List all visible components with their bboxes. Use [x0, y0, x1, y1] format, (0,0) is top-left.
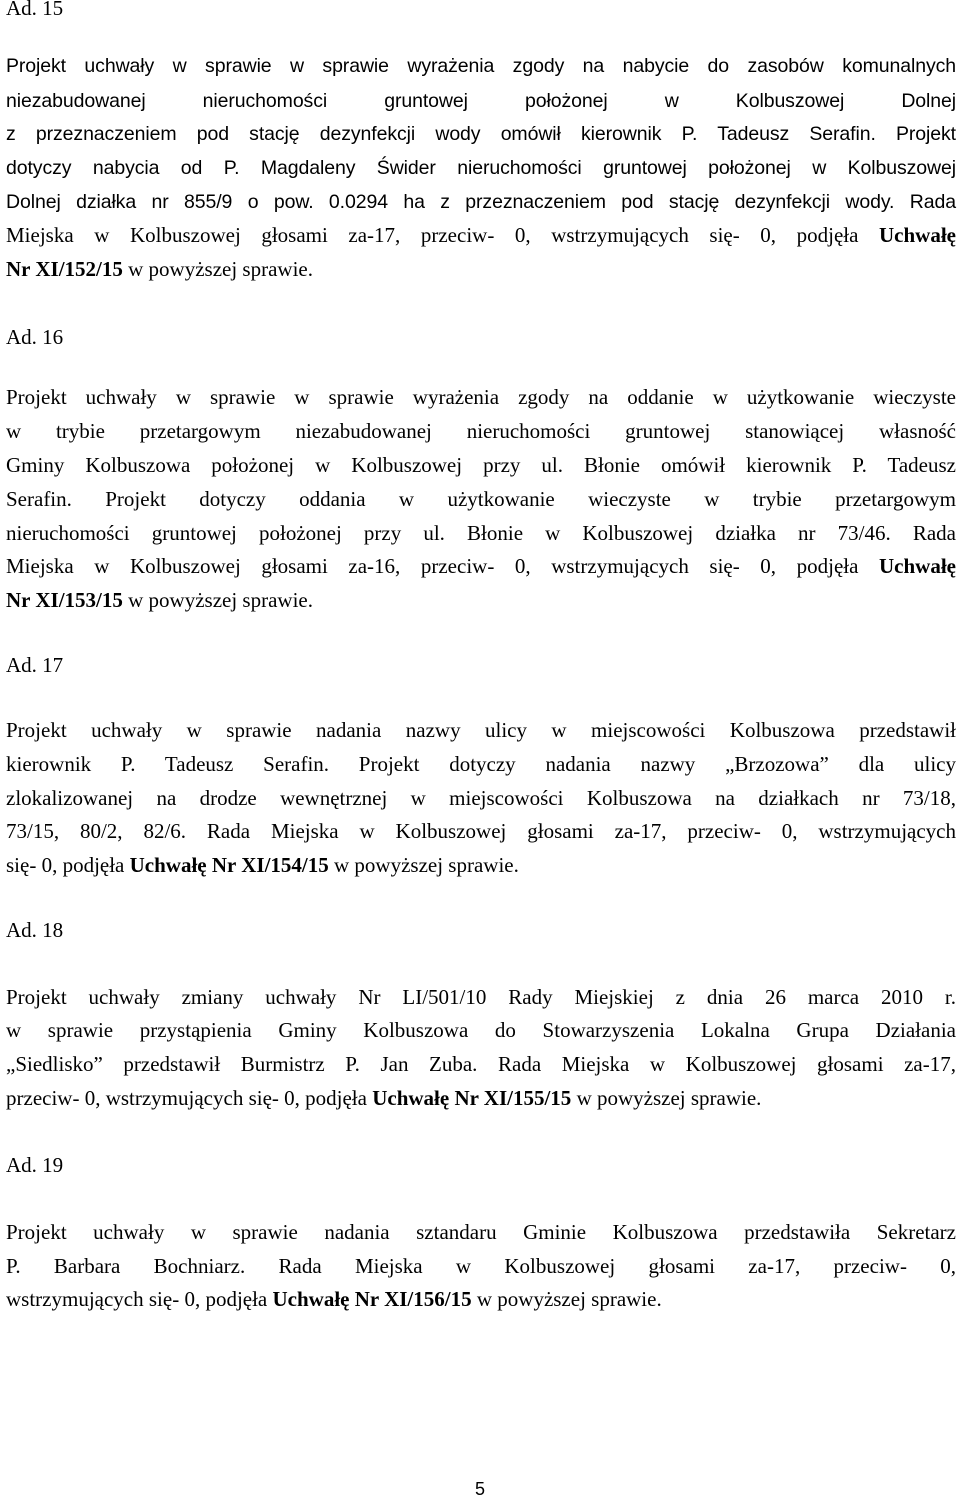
section-heading: Ad. 15	[6, 0, 64, 20]
paragraph-line: Dolnej działka nr 855/9 o pow. 0.0294 ha z przeznaczeniem pod stację dezynfekcji wody. Rada	[6, 191, 956, 213]
paragraph-line: 73/15, 80/2, 82/6. Rada Miejska w Kolbuszowej głosami za-17, przeciw- 0, wstrzymujących	[6, 819, 956, 843]
page-number: 5	[474, 1479, 485, 1499]
paragraph-line: nieruchomości gruntowej położonej przy ul. Błonie w Kolbuszowej działka nr 73/46. Rada	[6, 521, 956, 545]
text-run: w powyższej sprawie.	[122, 257, 313, 281]
paragraph-line: P. Barbara Bochniarz. Rada Miejska w Kolbuszowej głosami za-17, przeciw- 0,	[6, 1254, 956, 1278]
resolution-reference: Uchwałę Nr XI/154/15	[129, 853, 329, 877]
resolution-reference: Uchwałę	[879, 223, 956, 247]
paragraph-line: Projekt uchwały w sprawie w sprawie wyrażenia zgody na nabycie do zasobów komunalnych	[6, 55, 956, 77]
resolution-reference: Uchwałę	[879, 554, 956, 578]
paragraph-line	[6, 1086, 956, 1110]
text-run: wstrzymujących się- 0, podjęła	[6, 1287, 273, 1311]
paragraph-line: „Siedlisko” przedstawił Burmistrz P. Jan Zuba. Rada Miejska w Kolbuszowej głosami za-17,	[6, 1052, 956, 1076]
text-run: w powyższej sprawie.	[328, 853, 519, 877]
paragraph-line	[6, 223, 956, 247]
text-run: Miejska w Kolbuszowej głosami za-16, przeciw- 0, wstrzymujących się- 0, podjęła	[6, 554, 879, 578]
text-run: się- 0, podjęła	[6, 853, 130, 877]
paragraph-line: kierownik P. Tadeusz Serafin. Projekt dotyczy nadania nazwy „Brzozowa” dla ulicy	[6, 752, 956, 776]
paragraph-line: dotyczy nabycia od P. Magdaleny Świder nieruchomości gruntowej położonej w Kolbuszowej	[6, 157, 956, 179]
text-run: w powyższej sprawie.	[122, 588, 313, 612]
section-heading: Ad. 17	[6, 653, 64, 677]
paragraph-line: Projekt uchwały w sprawie nadania nazwy ulicy w miejscowości Kolbuszowa przedstawił	[6, 718, 956, 742]
resolution-number: Nr XI/153/15	[6, 588, 123, 612]
text-run: w powyższej sprawie.	[571, 1086, 762, 1110]
text-run: przeciw- 0, wstrzymujących się- 0, podjęła	[6, 1086, 373, 1110]
resolution-number: Nr XI/152/15	[6, 257, 123, 281]
paragraph-line: zlokalizowanej na drodze wewnętrznej w miejscowości Kolbuszowa na działkach nr 73/18,	[6, 786, 956, 810]
paragraph-line: z przeznaczeniem pod stację dezynfekcji wody omówił kierownik P. Tadeusz Serafin. Projekt	[6, 123, 956, 145]
section-heading: Ad. 16	[6, 325, 64, 349]
paragraph-line: niezabudowanej nieruchomości gruntowej położonej w Kolbuszowej Dolnej	[6, 90, 956, 112]
paragraph-line	[6, 257, 956, 281]
paragraph-line: Serafin. Projekt dotyczy oddania w użytkowanie wieczyste w trybie przetargowym	[6, 487, 956, 511]
paragraph-line: w trybie przetargowym niezabudowanej nieruchomości gruntowej stanowiącej własność	[6, 419, 956, 443]
paragraph-line: Projekt uchwały w sprawie w sprawie wyrażenia zgody na oddanie w użytkowanie wieczyste	[6, 385, 956, 409]
paragraph-line	[6, 554, 956, 578]
section-heading: Ad. 19	[6, 1153, 64, 1177]
text-run: Miejska w Kolbuszowej głosami za-17, przeciw- 0, wstrzymujących się- 0, podjęła	[6, 223, 879, 247]
paragraph-line	[6, 853, 956, 877]
paragraph-line: Gminy Kolbuszowa położonej w Kolbuszowej przy ul. Błonie omówił kierownik P. Tadeusz	[6, 453, 956, 477]
paragraph-line: Projekt uchwały w sprawie nadania sztandaru Gminie Kolbuszowa przedstawiła Sekretarz	[6, 1220, 956, 1244]
paragraph-line	[6, 1287, 956, 1311]
text-run: w powyższej sprawie.	[471, 1287, 662, 1311]
paragraph-line	[6, 588, 956, 612]
paragraph-line: Projekt uchwały zmiany uchwały Nr LI/501/10 Rady Miejskiej z dnia 26 marca 2010 r.	[6, 985, 956, 1009]
resolution-reference: Uchwałę Nr XI/155/15	[372, 1086, 572, 1110]
paragraph-line: w sprawie przystąpienia Gminy Kolbuszowa do Stowarzyszenia Lokalna Grupa Działania	[6, 1018, 956, 1042]
section-heading: Ad. 18	[6, 918, 64, 942]
resolution-reference: Uchwałę Nr XI/156/15	[272, 1287, 472, 1311]
